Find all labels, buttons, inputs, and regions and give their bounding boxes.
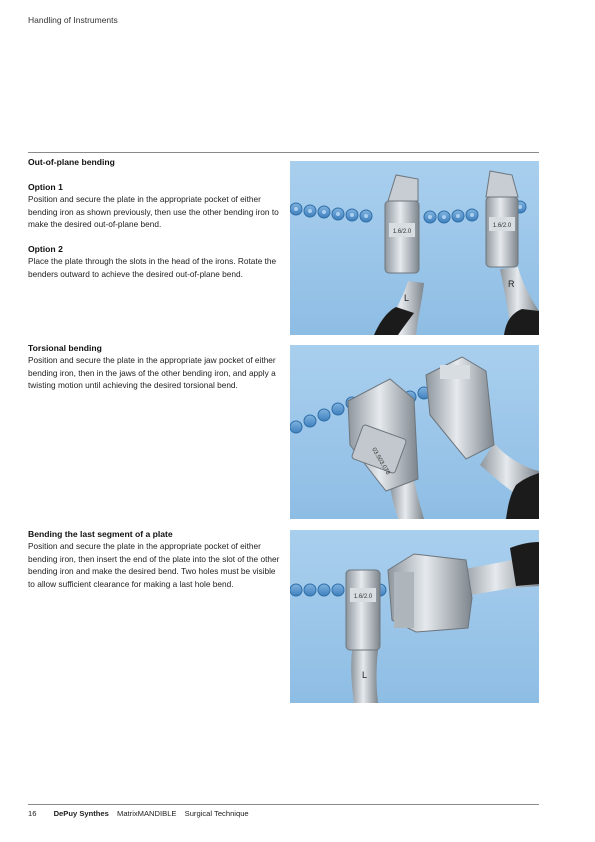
iron-side-label: L — [404, 293, 410, 303]
photo-torsional-bending — [290, 345, 539, 519]
section-title: Bending the last segment of a plate — [28, 529, 173, 539]
section-last-segment — [28, 528, 280, 590]
footer-brand: DePuy Synthes — [53, 809, 109, 818]
footer-doc-title: Surgical Technique — [184, 809, 249, 818]
section-divider — [28, 152, 539, 153]
iron-side-label: R — [508, 279, 515, 289]
iron-size-label: 1.6/2.0 — [353, 594, 373, 600]
section-title: Out-of-plane bending — [28, 157, 115, 167]
photo-out-of-plane-bending — [290, 161, 539, 335]
iron-size-label: 1.6/2.0 — [392, 229, 412, 235]
footer — [28, 809, 255, 818]
option-1-text: Position and secure the plate in the appropriate pocket of either bending iron as shown previously, then use the other bending iron to make the desired out-of-plane bend. — [28, 194, 279, 230]
option-2-text: Place the plate through the slots in the head of the irons. Rotate the benders outward to achieve the desired out-of-plane bend. — [28, 256, 277, 279]
page-number: 16 — [28, 809, 37, 818]
option-2-title: Option 2 — [28, 243, 63, 254]
section-text: Position and secure the plate in the appropriate pocket of either bending iron, then insert the end of the plate into the slot of the other bending iron and make the desired bend. Two holes must be visible to allow sufficient clearance for making a last hole bend. — [28, 541, 280, 589]
running-header: Handling of Instruments — [28, 15, 118, 25]
section-out-of-plane — [28, 156, 280, 280]
section-text: Position and secure the plate in the appropriate jaw pocket of either bending iron, then in the jaws of the other bending iron, and apply a twisting motion until achieving the desired torsional bend. — [28, 355, 276, 391]
footer-divider — [28, 804, 539, 805]
section-torsional — [28, 342, 280, 392]
iron-part-number: 03.503.078 — [370, 447, 391, 477]
option-1-title: Option 1 — [28, 181, 63, 192]
iron-side-label: L — [362, 670, 368, 680]
section-title: Torsional bending — [28, 343, 102, 353]
iron-size-label: 1.6/2.0 — [492, 223, 512, 229]
footer-product: MatrixMANDIBLE — [117, 809, 177, 818]
photo-last-segment-bending — [290, 530, 539, 703]
